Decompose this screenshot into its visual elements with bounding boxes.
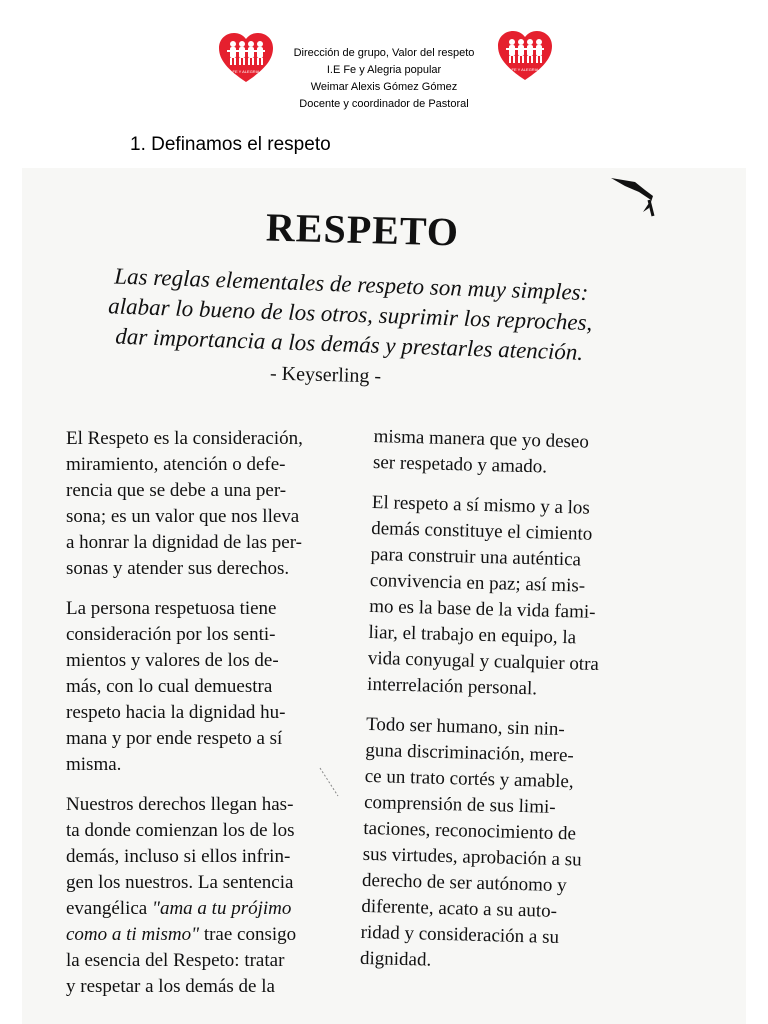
text-line: la esencia del Respeto: tratar [66, 950, 285, 971]
text-line: sona; es un valor que nos lleva [66, 506, 300, 527]
paragraph [367, 490, 632, 705]
text-line: La persona respetuosa tiene [66, 598, 277, 619]
text-line: Todo ser humano, sin nin- [365, 713, 566, 741]
logo-text-left: FE Y ALEGRIA [232, 69, 260, 74]
text-line: comprensión de sus limi- [363, 791, 556, 818]
right-column [359, 424, 634, 993]
text-line: miramiento, atención o defe- [66, 454, 286, 475]
text-line: derecho de ser autónomo y [361, 869, 567, 897]
text-line: misma manera que yo deseo [373, 425, 590, 453]
scan-speck [318, 766, 340, 800]
section-title: 1. Definamos el respeto [130, 134, 331, 155]
quote-line: alabar lo bueno de los otros, suprimir los reproches, [107, 293, 593, 336]
text-line: ridad y consideración a su [360, 921, 560, 949]
text-line: rencia que se debe a una per- [66, 480, 287, 501]
text-line: mo es la base de la vida fami- [368, 595, 596, 623]
text-line: ta donde comienzan los de los [66, 820, 295, 841]
scanned-page [22, 168, 746, 1024]
header-line-topic: Dirección de grupo, Valor del respeto [293, 47, 475, 59]
italic-quote: como a ti mismo" [66, 924, 200, 945]
text-line: El respeto a sí mismo y a los [371, 491, 591, 519]
text-line: convivencia en paz; así mis- [369, 569, 586, 597]
left-column [66, 426, 376, 1014]
text-line: vida conyugal y cualquier otra [367, 647, 600, 675]
text-segment: trae consigo [199, 924, 297, 945]
quote-author: - Keyserling - [269, 362, 382, 388]
text-line: ce un trato cortés y amable, [364, 765, 574, 793]
text-line: mientos y valores de los de- [66, 650, 279, 671]
text-line: mana y por ende respeto a sí [66, 728, 283, 749]
document-title: RESPETO [265, 204, 460, 255]
text-line: diferente, acato a su auto- [361, 895, 558, 922]
header-line-teacher: Weimar Alexis Gómez Gómez [310, 81, 458, 93]
text-line [66, 896, 376, 922]
paragraph [66, 596, 376, 778]
italic-quote: "ama a tu prójimo [151, 898, 292, 919]
text-line: Nuestros derechos llegan has- [66, 794, 294, 815]
corner-scan-mark [609, 172, 679, 218]
text-line: interrelación personal. [366, 673, 538, 700]
paragraph [360, 712, 627, 979]
text-line: para construir una auténtica [370, 543, 582, 571]
text-line: y respetar a los demás de la [66, 976, 275, 997]
document-header [262, 45, 506, 113]
text-line: más, con lo cual demuestra [66, 676, 273, 697]
text-line: gen los nuestros. La sentencia [66, 872, 294, 893]
quote-line: Las reglas elementales de respeto son muy simples: [113, 263, 589, 306]
text-line: misma. [66, 754, 122, 775]
text-line: liar, el trabajo en equipo, la [368, 621, 577, 649]
paragraph [66, 426, 376, 582]
text-line: ser respetado y amado. [372, 451, 548, 478]
text-line: demás, incluso si ellos infrin- [66, 846, 291, 867]
text-line: El Respeto es la consideración, [66, 428, 303, 449]
text-line: sus virtudes, aprobación a su [362, 843, 582, 871]
quote-line: dar importancia a los demás y prestarles atención. [114, 323, 584, 365]
text-line: sonas y atender sus derechos. [66, 558, 290, 579]
text-line: demás constituye el cimiento [370, 517, 593, 545]
text-line: guna discriminación, mere- [365, 739, 575, 767]
header-line-school: I.E Fe y Alegria popular [326, 64, 442, 76]
text-line: dignidad. [359, 947, 432, 971]
text-line [66, 922, 376, 948]
text-line: a honrar la dignidad de las per- [66, 532, 302, 553]
paragraph [373, 424, 634, 483]
logo-text-right: FE Y ALEGRIA [511, 67, 539, 72]
header-line-role: Docente y coordinador de Pastoral [299, 98, 469, 110]
epigraph-quote [69, 260, 632, 369]
text-segment: evangélica [66, 898, 152, 919]
text-line: respeto hacia la dignidad hu- [66, 702, 286, 723]
text-line: taciones, reconocimiento de [363, 817, 577, 845]
text-line: consideración por los senti- [66, 624, 276, 645]
paragraph [66, 792, 376, 1000]
